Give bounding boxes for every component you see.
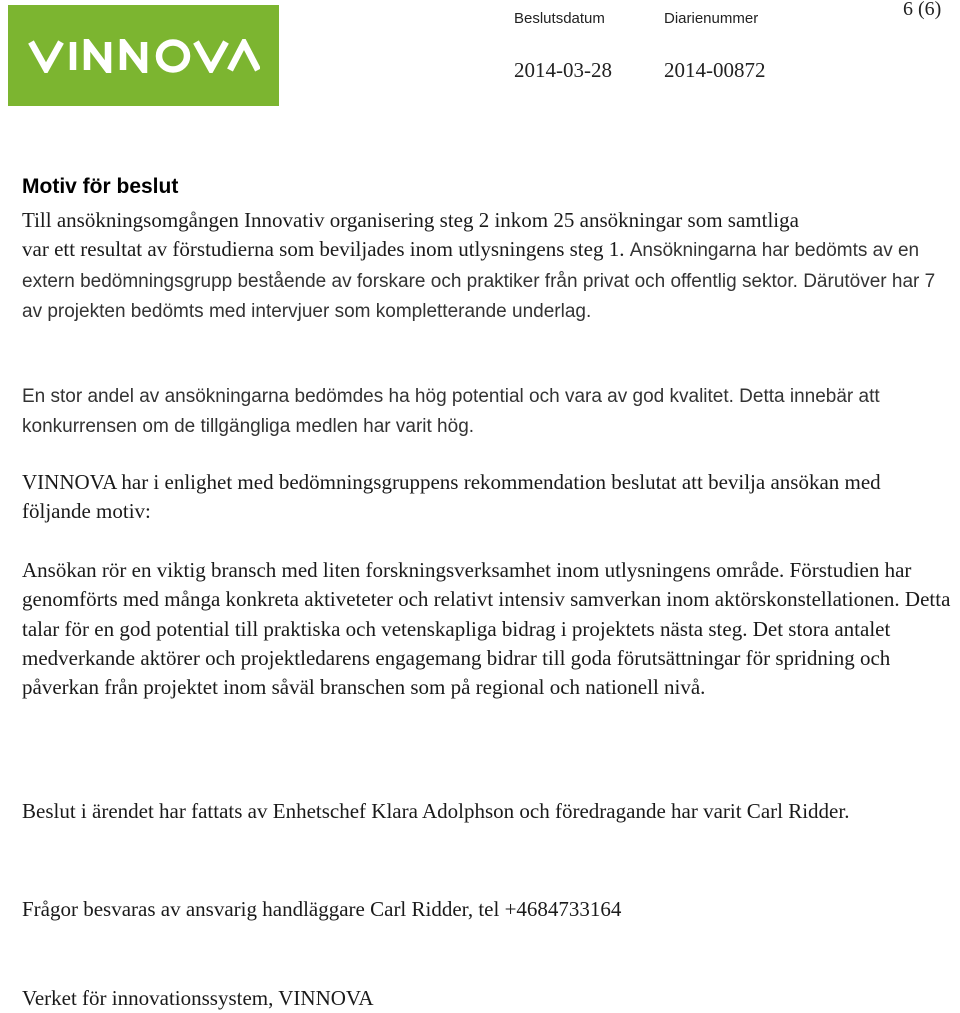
vinnova-wordmark [28, 39, 260, 73]
registration-number: 2014-00872 [664, 58, 766, 82]
vinnova-logo [8, 5, 279, 106]
paragraph-quality-line1: En stor andel av ansökningarna bedömdes ha hög potential och vara av god kvalitet. [22, 386, 734, 407]
signature-line: Verket för innovationssystem, VINNOVA [22, 986, 374, 1010]
paragraph-quality [22, 381, 952, 442]
decision-makers-line: Beslut i ärendet har fattats av Enhetschef Klara Adolphson och föredragande har varit Carl Ridder. [22, 799, 850, 823]
paragraph-applications-line1: Till ansökningsomgången Innovativ organisering steg 2 inkom 25 ansökningar som samtliga [22, 208, 799, 232]
paragraph-applications [22, 206, 952, 326]
page-number: 6 (6) [903, 0, 942, 20]
contact-line: Frågor besvaras av ansvarig handläggare Carl Ridder, tel +4684733164 [22, 897, 622, 921]
decision-date-label: Beslutsdatum [514, 10, 605, 27]
paragraph-quality-line2: Detta innebär att konkurrensen om de tillgängliga medlen har varit hög. [22, 386, 880, 438]
paragraph-applications-line2: var ett resultat av förstudierna som beviljades inom utlysningens steg 1. [22, 237, 625, 262]
paragraph-decision-basis: VINNOVA har i enlighet med bedömningsgruppens rekommendation beslutat att bevilja ansökan med följande motiv: [22, 470, 881, 524]
registration-number-label: Diarienummer [664, 10, 759, 27]
section-heading: Motiv för beslut [22, 175, 179, 198]
paragraph-motivation: Ansökan rör en viktig bransch med liten forskningsverksamhet inom utlysningens område. Förstudien har genomförts med många konkreta aktiveteter och relativt intensiv samverkan inom aktörskonstellationen. Detta talar för en god potential till praktiska och vetenskapliga bidrag i projektets nästa steg. Det stora antalet medverkande aktörer och projektledarens engagemang bidrar till goda förutsättningar för spridning och påverkan från projektet inom såväl branschen som på regional och nationell nivå. [22, 558, 951, 700]
paragraph-applications-assessment: Ansökningarna har bedömts av en extern bedömningsgrupp bestående av forskare och praktiker från privat och offentlig sektor. Därutöver har 7 av projekten bedömts med intervjuer som kompletterande underlag. [22, 240, 936, 322]
decision-date: 2014-03-28 [514, 58, 612, 82]
